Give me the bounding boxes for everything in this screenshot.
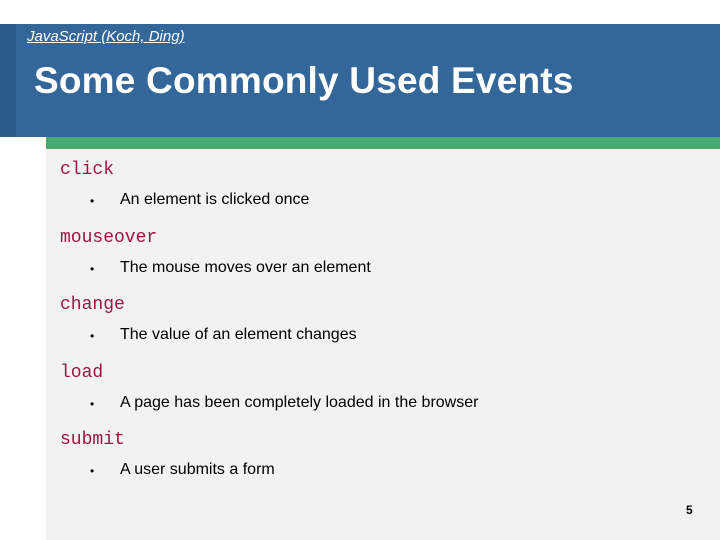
event-name: change (60, 295, 125, 315)
header-left-strip (0, 24, 16, 137)
course-label: JavaScript (Koch, Ding) (27, 28, 185, 45)
event-item (60, 160, 700, 228)
event-description: A user submits a form (120, 461, 275, 478)
event-item (60, 430, 700, 498)
accent-bar (46, 137, 720, 149)
event-name: load (60, 362, 104, 383)
page-number: 5 (686, 503, 693, 517)
bullet: • (90, 261, 95, 276)
bullet: • (90, 329, 95, 343)
event-item (60, 363, 700, 431)
event-description: The value of an element changes (120, 326, 357, 343)
event-description: The mouse moves over an element (120, 258, 371, 276)
events-list (60, 160, 700, 498)
bullet: • (90, 464, 95, 478)
event-item (60, 228, 700, 296)
bullet: • (90, 194, 95, 208)
event-name: click (60, 160, 115, 180)
event-name: submit (60, 430, 125, 450)
event-name: mouseover (60, 227, 158, 248)
slide-title: Some Commonly Used Events (34, 60, 574, 101)
event-item (60, 295, 700, 363)
bullet: • (90, 396, 95, 411)
event-description: A page has been completely loaded in the browser (120, 393, 479, 411)
event-description: An element is clicked once (120, 191, 310, 208)
